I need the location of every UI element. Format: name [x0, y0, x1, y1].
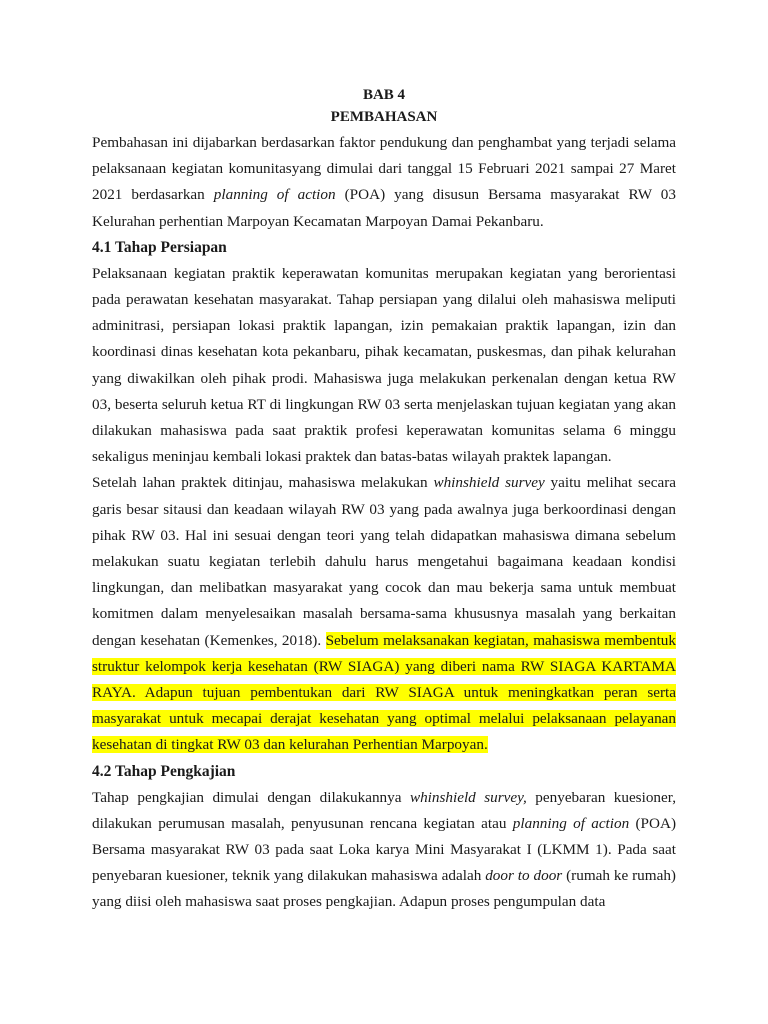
persiapan-paragraph-1: Pelaksanaan kegiatan praktik keperawatan komunitas merupakan kegiatan yang berorientasi pada perawatan kesehatan masyarakat. Tahap persiapan yang dilalui oleh mahasiswa meliputi adminitrasi, persiapan lokasi praktik lapangan, izin pemakaian praktik lapangan, izin dan koordinasi dinas kesehatan kota pekanbaru, pihak kecamatan, puskesmas, dan pihak kelurahan yang diwakilkan oleh pihak prodi. Mahasiswa juga melakukan perkenalan dengan ketua RW 03, beserta seluruh ketua RT di lingkungan RW 03 serta menjelaskan tujuan kegiatan yang akan dilakukan mahasiswa pada saat praktik profesi keperawatan komunitas selama 6 minggu sekaligus meninjau kembali lokasi praktek dan batas-batas wilayah praktek lapangan. — [92, 264, 676, 466]
section-title-persiapan: 4.1 Tahap Persiapan — [92, 238, 227, 256]
chapter-title: PEMBAHASAN — [330, 109, 438, 125]
chapter-label: BAB 4 — [362, 87, 406, 103]
section-title-pengkajian: 4.2 Tahap Pengkajian — [92, 762, 236, 780]
highlighted-text: Sebelum melaksanakan kegiatan, mahasiswa membentuk struktur kelompok kerja kesehatan (RW SIAGA) yang diberi nama RW SIAGA KARTAMA RAYA. Adapun tujuan pembentukan dari RW SIAGA untuk meningkatkan peran serta masyarakat untuk mecapai derajat kesehatan yang optimal melalui pelaksanaan pelayanan kesehatan di tingkat RW 03 dan kelurahan Perhentian Marpoyan. — [92, 631, 676, 754]
intro-paragraph: Pembahasan ini dijabarkan berdasarkan faktor pendukung dan penghambat yang terjadi selama pelaksanaan kegiatan komunitasyang dimulai dari tanggal 15 Februari 2021 sampai 27 Maret 2021 berdasarkan planning of action (POA) yang disusun Bersama masyarakat RW 03 Kelurahan perhentian Marpoyan Kecamatan Marpoyan Damai Pekanbaru. — [92, 134, 676, 230]
pengkajian-paragraph: Tahap pengkajian dimulai dengan dilakukannya whinshield survey, penyebaran kuesioner, dilakukan perumusan masalah, penyusunan rencana kegiatan atau planning of action (POA) Bersama masyarakat RW 03 pada saat Loka karya Mini Masyarakat I (LKMM 1). Pada saat penyebaran kuesioner, teknik yang dilakukan mahasiswa adalah door to door (rumah ke rumah) yang diisi oleh mahasiswa saat proses pengkajian. Adapun proses pengumpulan data — [92, 788, 676, 911]
persiapan-paragraph-2: Setelah lahan praktek ditinjau, mahasiswa melakukan whinshield survey yaitu melihat secara garis besar sitausi dan keadaan wilayah RW 03 yang pada awalnya juga berkoordinasi dengan pihak RW 03. Hal ini sesuai dengan teori yang telah didapatkan mahasiswa dimana sebelum melakukan suatu kegiatan terlebih dahulu harus mengetahui bagaimana keadaan kondisi lingkungan, dan melibatkan masyarakat yang cocok dan mau bekerja sama untuk membuat komitmen dalam menyelesaikan masalah bersama-sama khususnya masalah yang berkaitan dengan kesehatan (Kemenkes, 2018). Sebelum melaksanakan kegiatan, mahasiswa membentuk struktur kelompok kerja kesehatan (RW SIAGA) yang diberi nama RW SIAGA KARTAMA RAYA. Adapun tujuan pembentukan dari RW SIAGA untuk meningkatkan peran serta masyarakat untuk mecapai derajat kesehatan yang optimal melalui pelaksanaan pelayanan kesehatan di tingkat RW 03 dan kelurahan Perhentian Marpoyan. — [92, 474, 676, 754]
